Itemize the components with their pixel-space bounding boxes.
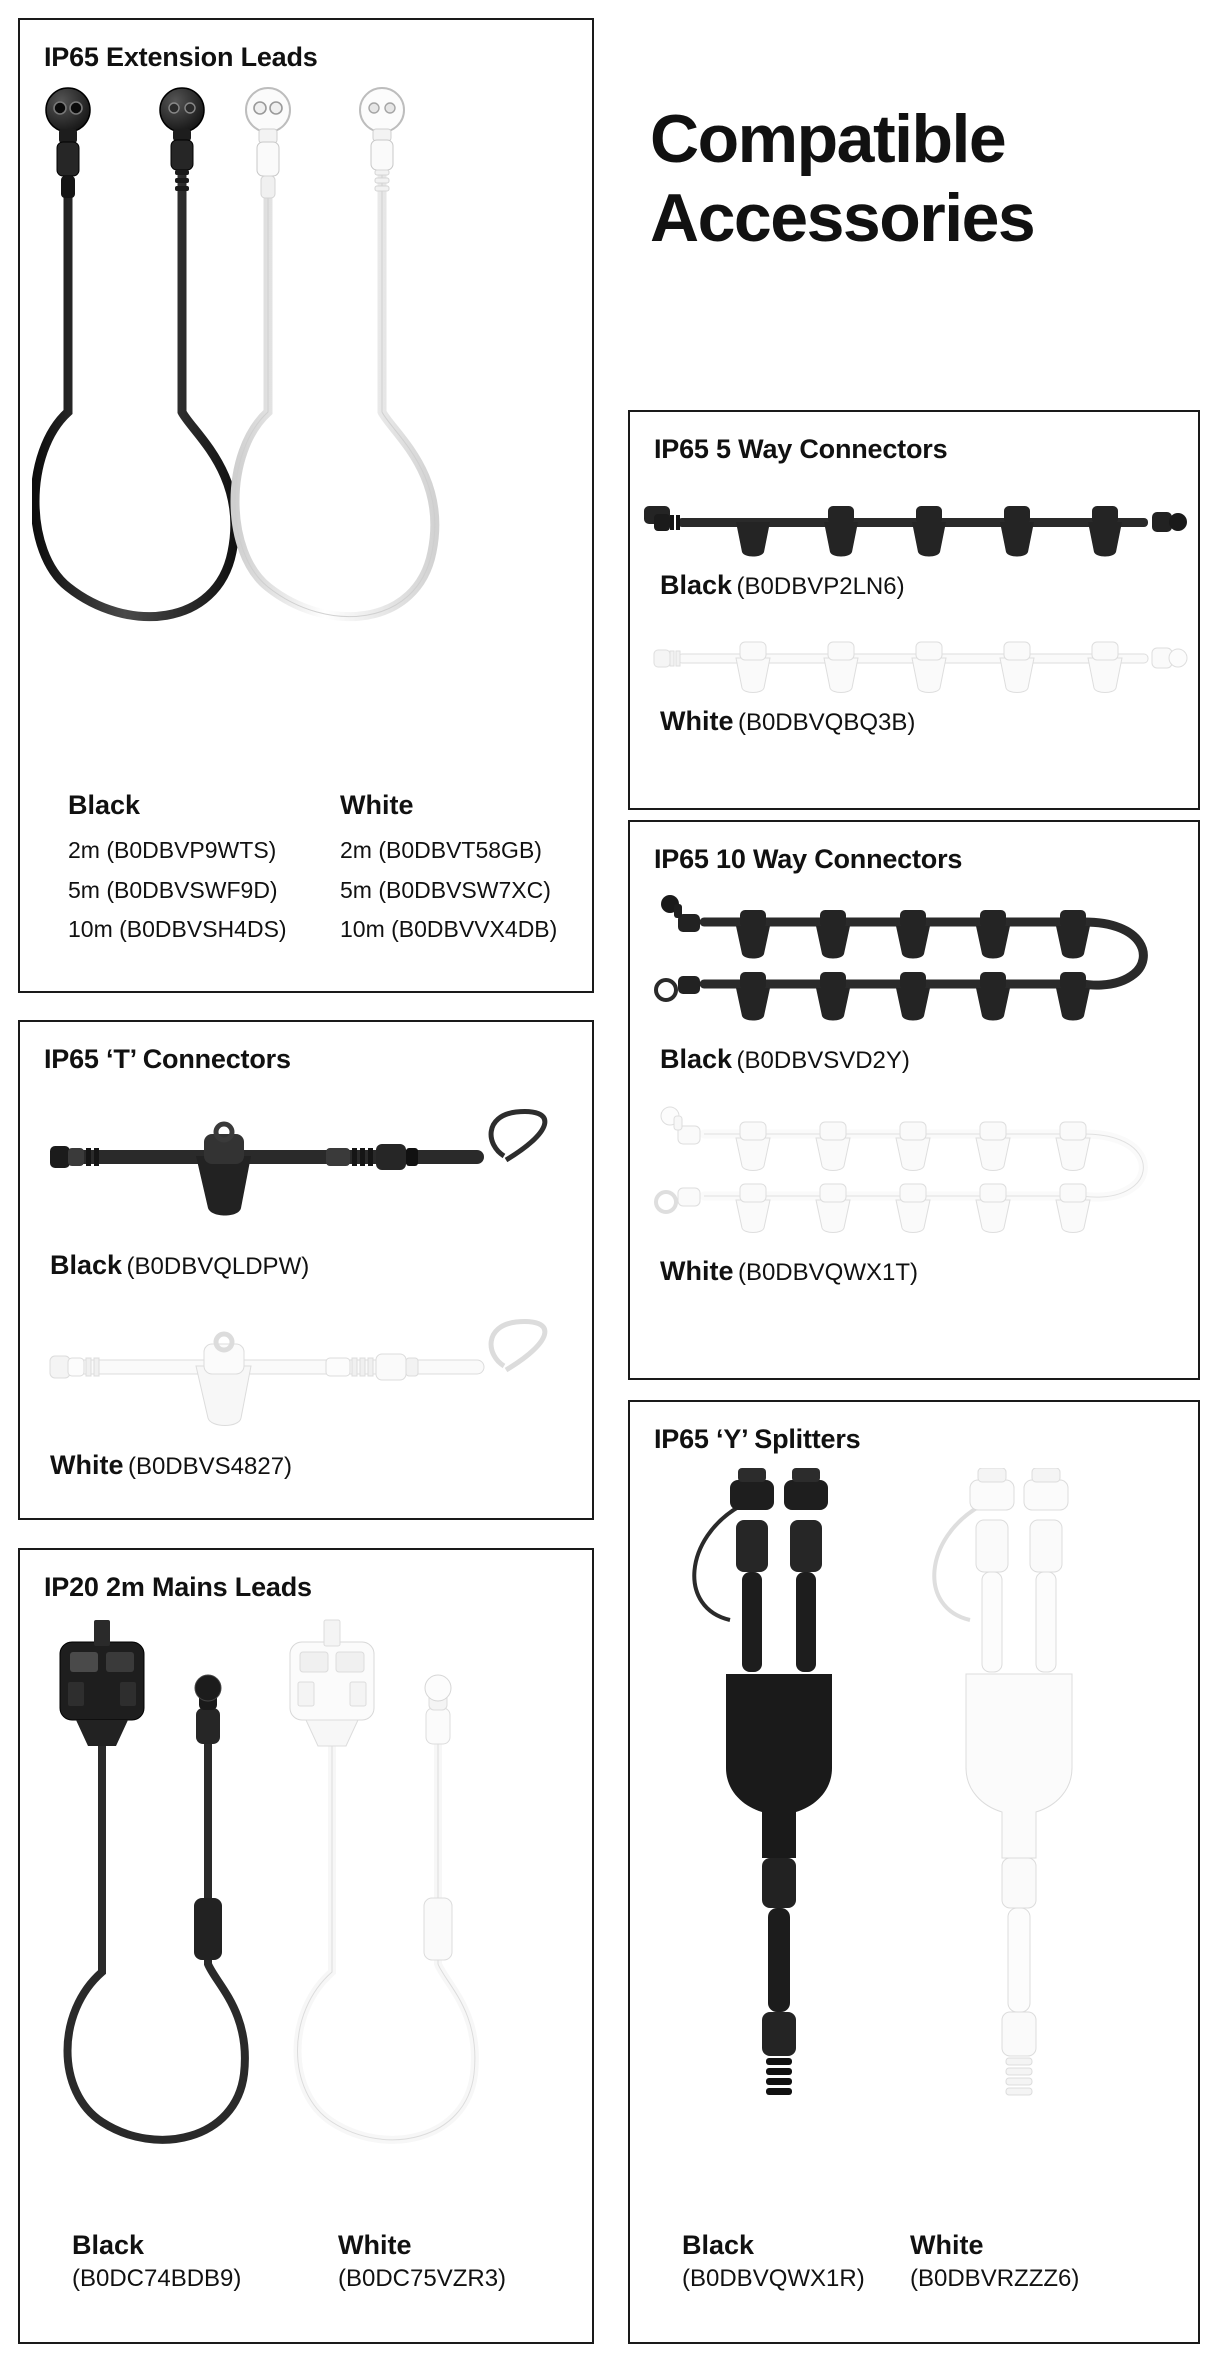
five-way-white-code: (B0DBVQBQ3B): [737, 709, 916, 736]
extension-white-item-0: 2m (B0DBVT58GB): [340, 837, 542, 863]
extension-black-item-0: 2m (B0DBVP9WTS): [68, 837, 277, 863]
mains-black-caption: [72, 2230, 241, 2293]
extension-white-item-1: 5m (B0DBVSW7XC): [340, 876, 551, 903]
panel-t-connectors: [18, 1020, 594, 1520]
panel-title-five-way: IP65 5 Way Connectors: [654, 434, 948, 464]
y-black-code: (B0DBVQWX1R): [682, 2265, 865, 2292]
extension-white-column: [340, 790, 557, 950]
y-splitters-illustration: [644, 1468, 1192, 2208]
ten-way-black-caption: [660, 1044, 910, 1075]
ten-way-white-caption: [660, 1256, 918, 1287]
five-way-white-illustration: [644, 620, 1192, 700]
extension-leads-illustration: [32, 82, 592, 772]
y-black-label: Black: [682, 2230, 755, 2260]
five-way-black-code: (B0DBVP2LN6): [736, 573, 905, 600]
ten-way-black-illustration: [644, 892, 1192, 1032]
extension-white-label: White: [340, 790, 414, 820]
mains-white-label: White: [338, 2230, 412, 2260]
t-white-label: White: [50, 1450, 124, 1480]
t-black-code: (B0DBVQLDPW): [126, 1253, 310, 1280]
five-way-black-label: Black: [660, 570, 733, 600]
ten-way-white-label: White: [660, 1256, 734, 1286]
extension-black-item-1: 5m (B0DBVSWF9D): [68, 876, 278, 903]
panel-title-y-splitters: IP65 ‘Y’ Splitters: [654, 1424, 861, 1454]
ten-way-black-code: (B0DBVSVD2Y): [736, 1047, 910, 1074]
y-black-caption: [682, 2230, 865, 2293]
mains-white-code: (B0DC75VZR3): [338, 2265, 507, 2292]
extension-white-item-2: 10m (B0DBVVX4DB): [340, 916, 558, 943]
five-way-black-illustration: [644, 484, 1192, 564]
five-way-white-caption: [660, 706, 915, 737]
extension-black-item-2: 10m (B0DBVSH4DS): [68, 916, 287, 943]
ten-way-white-code: (B0DBVQWX1T): [737, 1259, 918, 1286]
mains-leads-illustration: [36, 1612, 588, 2212]
panel-title-ten-way: IP65 10 Way Connectors: [654, 844, 963, 874]
panel-ten-way-connectors: [628, 820, 1200, 1380]
extension-black-column: [68, 790, 287, 950]
panel-title-extension-leads: IP65 Extension Leads: [44, 42, 318, 72]
y-white-label: White: [910, 2230, 984, 2260]
panel-title-t-connectors: IP65 ‘T’ Connectors: [44, 1044, 291, 1074]
panel-five-way-connectors: [628, 410, 1200, 810]
mains-black-code: (B0DC74BDB9): [72, 2265, 242, 2292]
t-connector-white-illustration: [36, 1300, 588, 1450]
page-title: [650, 100, 1034, 258]
y-white-code: (B0DBVRZZZ6): [910, 2265, 1080, 2292]
page-title-line-1: Compatible: [650, 101, 1006, 177]
t-white-caption: [50, 1450, 292, 1481]
t-black-label: Black: [50, 1250, 123, 1280]
panel-y-splitters: [628, 1400, 1200, 2344]
panel-extension-leads: [18, 18, 594, 993]
panel-mains-leads: [18, 1548, 594, 2344]
five-way-black-caption: [660, 570, 905, 601]
mains-black-label: Black: [72, 2230, 145, 2260]
page-title-line-2: Accessories: [650, 179, 1035, 256]
five-way-white-label: White: [660, 706, 734, 736]
ten-way-white-illustration: [644, 1104, 1192, 1244]
y-white-caption: [910, 2230, 1079, 2293]
panel-title-mains-leads: IP20 2m Mains Leads: [44, 1572, 312, 1602]
ten-way-black-label: Black: [660, 1044, 733, 1074]
mains-white-caption: [338, 2230, 506, 2293]
t-white-code: (B0DBVS4827): [127, 1453, 293, 1480]
extension-black-label: Black: [68, 790, 141, 820]
t-connector-black-illustration: [36, 1090, 588, 1240]
t-black-caption: [50, 1250, 309, 1281]
